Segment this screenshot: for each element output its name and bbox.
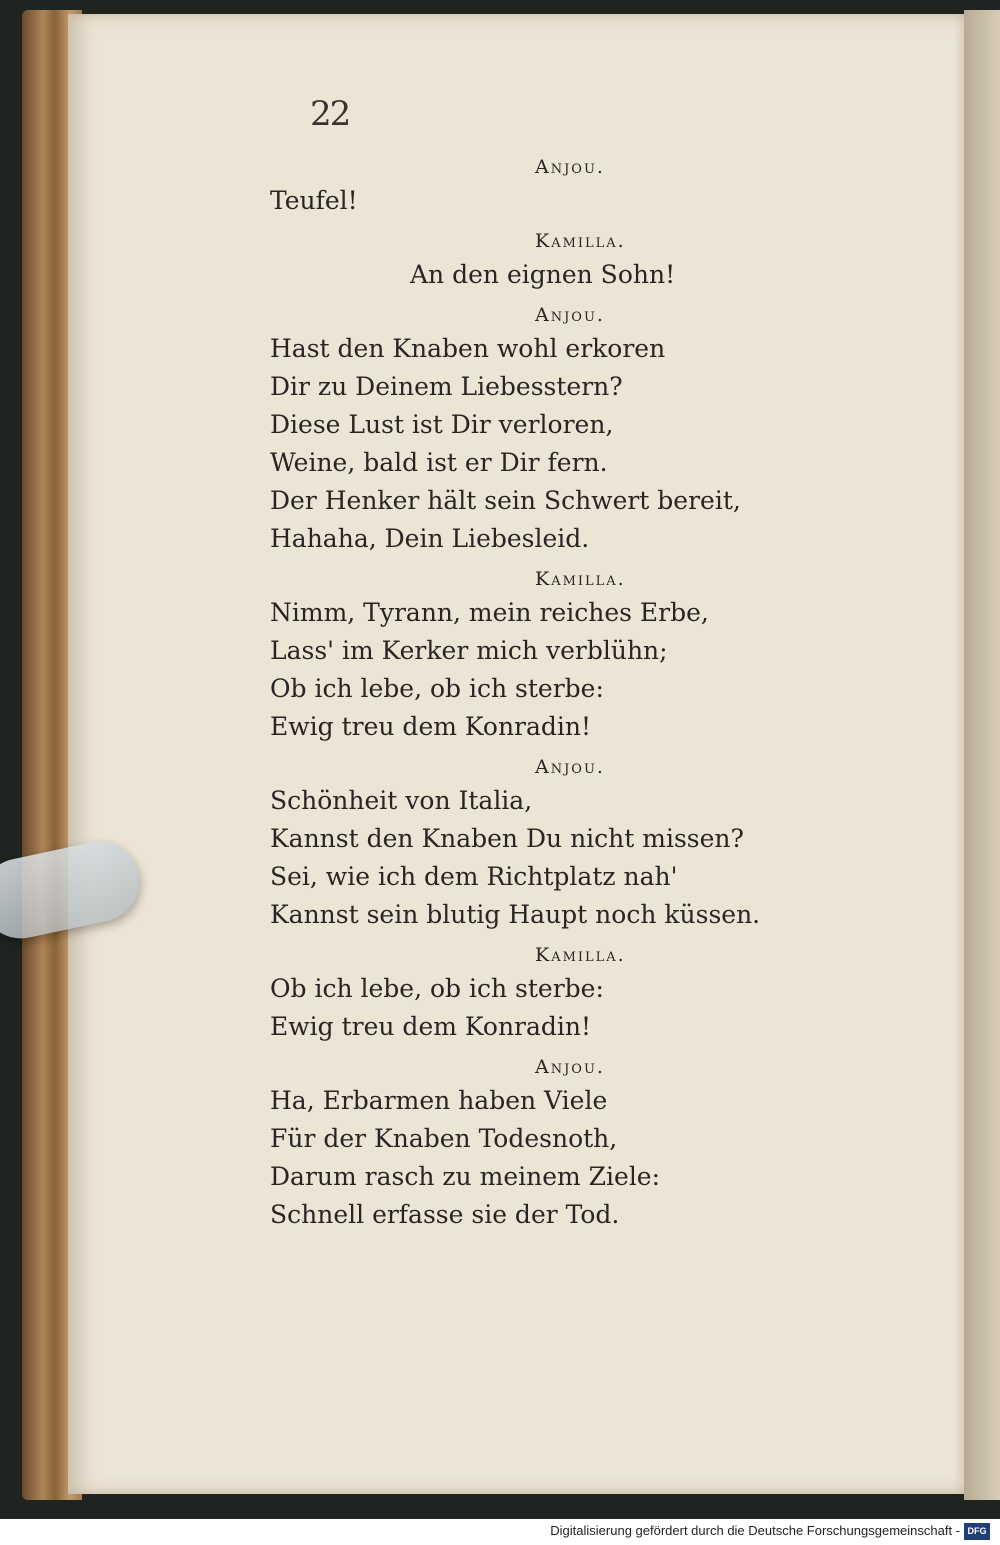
verse-line: Für der Knaben Todesnoth, <box>270 1124 618 1153</box>
verse-line: Ha, Erbarmen haben Viele <box>270 1086 608 1115</box>
verse-line: Ob ich lebe, ob ich sterbe: <box>270 674 604 703</box>
page-number: 22 <box>310 94 350 134</box>
verse-line: Diese Lust ist Dir verloren, <box>270 410 614 439</box>
verse-line: Der Henker hält sein Schwert bereit, <box>270 486 741 515</box>
speaker-name: Anjou. <box>535 756 605 778</box>
verse-line: Ewig treu dem Konradin! <box>270 712 592 741</box>
facing-page-edge <box>964 10 1000 1500</box>
verse-line: Ewig treu dem Konradin! <box>270 1012 592 1041</box>
verse-line: Teufel! <box>270 186 358 215</box>
speaker-name: Kamilla. <box>535 568 626 590</box>
play-text <box>270 146 830 1234</box>
speaker-name: Anjou. <box>535 1056 605 1078</box>
footer-bar <box>0 1519 1000 1545</box>
verse-line: Hahaha, Dein Liebesleid. <box>270 524 590 553</box>
verse-line: Schönheit von Italia, <box>270 786 533 815</box>
verse-line: Ob ich lebe, ob ich sterbe: <box>270 974 604 1003</box>
footer-credit: Digitalisierung gefördert durch die Deutsche Forschungsgemeinschaft - <box>550 1523 960 1538</box>
verse-line: An den eignen Sohn! <box>410 260 676 289</box>
speaker-name: Kamilla. <box>535 944 626 966</box>
speaker-name: Anjou. <box>535 304 605 326</box>
verse-line: Schnell erfasse sie der Tod. <box>270 1200 620 1229</box>
speaker-name: Anjou. <box>535 156 605 178</box>
verse-line: Darum rasch zu meinem Ziele: <box>270 1162 661 1191</box>
speaker-name: Kamilla. <box>535 230 626 252</box>
verse-line: Weine, bald ist er Dir fern. <box>270 448 608 477</box>
verse-line: Nimm, Tyrann, mein reiches Erbe, <box>270 598 709 627</box>
verse-line: Sei, wie ich dem Richtplatz nah' <box>270 862 678 891</box>
verse-line: Lass' im Kerker mich verblühn; <box>270 636 668 665</box>
verse-line: Kannst den Knaben Du nicht missen? <box>270 824 744 853</box>
verse-line: Hast den Knaben wohl erkoren <box>270 334 666 363</box>
dfg-logo: DFG <box>964 1523 990 1540</box>
verse-line: Dir zu Deinem Liebesstern? <box>270 372 623 401</box>
verse-line: Kannst sein blutig Haupt noch küssen. <box>270 900 761 929</box>
